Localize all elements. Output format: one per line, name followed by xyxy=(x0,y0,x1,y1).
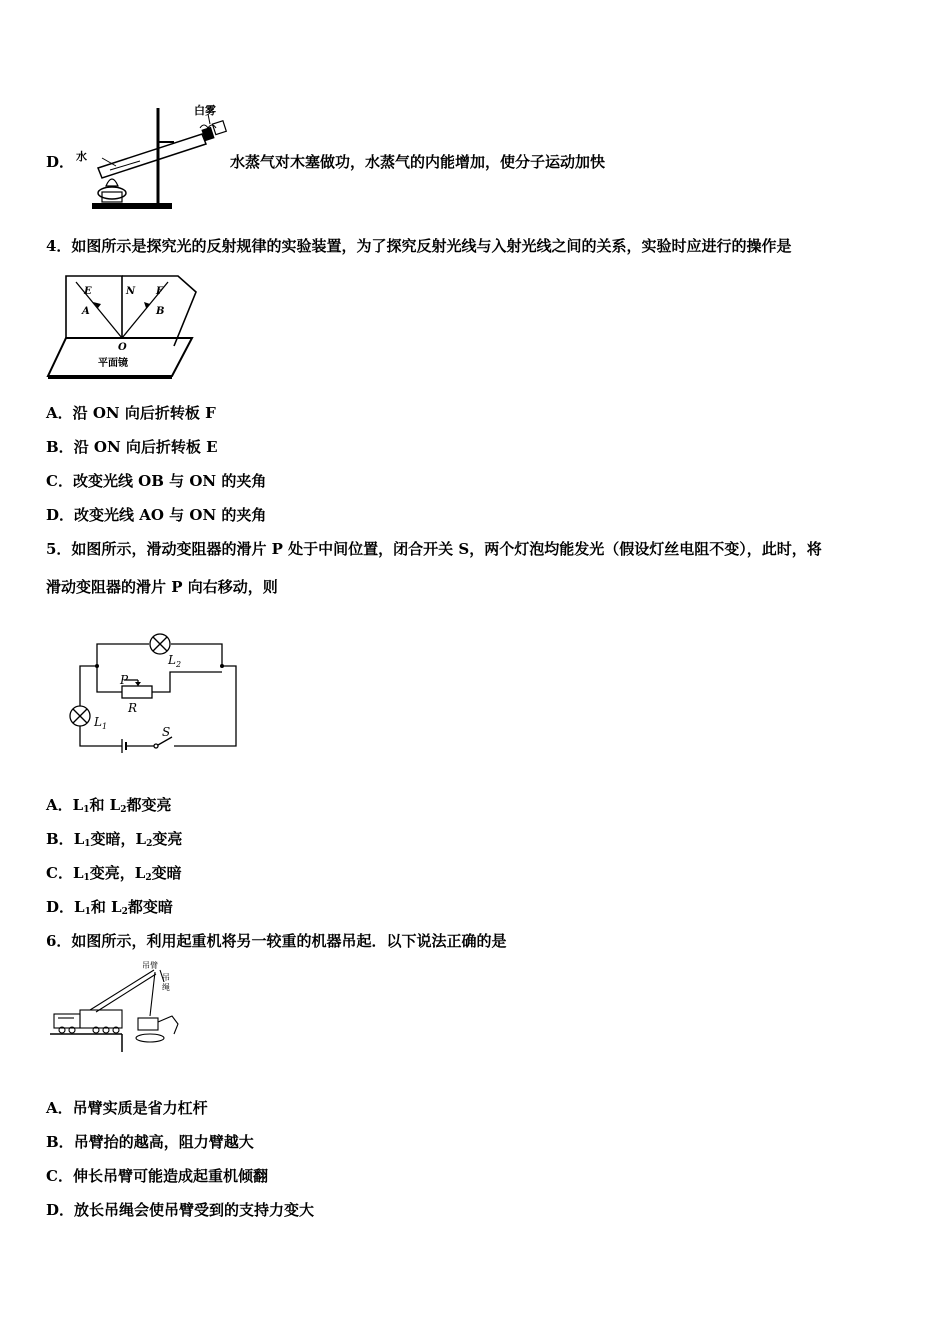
option-label: A． xyxy=(46,796,73,814)
q6-stem: 6．如图所示，利用起重机将另一较重的机器吊起．以下说法正确的是 xyxy=(46,932,507,950)
q5-option-c xyxy=(46,863,182,888)
crane-figure xyxy=(50,960,190,1055)
option-text: 吊臂实质是省力杠杆 xyxy=(72,1099,208,1117)
circuit-diagram-figure xyxy=(64,628,244,758)
q3-option-d-text: 水蒸气对木塞做功，水蒸气的内能增加，使分子运动加快 xyxy=(230,153,606,171)
option-text: 伸长吊臂可能造成起重机倾翻 xyxy=(72,1167,268,1185)
mirror-label: 平面镜 xyxy=(98,358,128,369)
mist-label: 白雾 xyxy=(194,104,216,117)
subscript: 2 xyxy=(120,805,127,815)
label-e: E xyxy=(84,286,92,297)
label-a: A xyxy=(82,306,90,317)
label-n: N xyxy=(126,286,136,297)
option-label: C． xyxy=(46,472,73,490)
option-text: L xyxy=(72,864,84,882)
s-label: S xyxy=(162,725,171,739)
rope-label-1: 吊 xyxy=(162,973,170,982)
option-text: 吊臂抬的越高，阻力臂越大 xyxy=(73,1133,254,1151)
label-o: O xyxy=(118,342,127,353)
option-text: L xyxy=(74,898,85,916)
option-text: 都变亮 xyxy=(126,796,172,814)
q5-option-a xyxy=(46,795,172,820)
q6-option-c xyxy=(46,1166,268,1186)
option-label: D． xyxy=(46,898,75,916)
option-text: 变暗 xyxy=(151,864,182,882)
option-text: 和 L xyxy=(89,796,121,814)
option-label: C． xyxy=(46,864,73,882)
subscript: 2 xyxy=(145,873,152,883)
subscript: 1 xyxy=(84,839,91,849)
q4-stem: 4．如图所示是探究光的反射规律的实验装置，为了探究反射光线与入射光线之间的关系，实验时应进行的操作是 xyxy=(46,237,792,255)
option-text: 都变暗 xyxy=(127,898,173,916)
l1-label: $L_1$ xyxy=(94,715,108,731)
option-label: D． xyxy=(46,506,75,524)
subscript: 1 xyxy=(83,805,90,815)
steam-cork-apparatus-figure xyxy=(70,100,230,215)
subscript: 2 xyxy=(146,839,153,849)
option-text: 变亮 xyxy=(152,830,183,848)
label-b: B xyxy=(156,306,165,317)
subscript: 1 xyxy=(83,873,90,883)
option-label: D． xyxy=(46,1201,75,1219)
option-text: 变暗，L xyxy=(90,830,147,848)
option-text: 改变光线 AO 与 ON 的夹角 xyxy=(74,506,267,524)
water-label: 水 xyxy=(76,150,87,163)
option-text: 放长吊绳会使吊臂受到的支持力变大 xyxy=(74,1201,315,1219)
option-text: L xyxy=(73,830,85,848)
q4-option-b xyxy=(46,437,218,457)
option-label: B． xyxy=(46,438,74,456)
option-label: B． xyxy=(46,1133,74,1151)
option-label: B． xyxy=(46,830,74,848)
option-label: C． xyxy=(46,1167,73,1185)
q5-option-b xyxy=(46,829,182,854)
option-label: A． xyxy=(46,404,73,422)
q6-option-d xyxy=(46,1200,314,1220)
subscript: 1 xyxy=(84,907,91,917)
p-label: P xyxy=(120,673,129,687)
option-label: A． xyxy=(46,1099,73,1117)
option-text: 变亮，L xyxy=(89,864,146,882)
option-text: 改变光线 OB 与 ON 的夹角 xyxy=(72,472,267,490)
subscript: 2 xyxy=(121,907,128,917)
q5-stem-line1: 5．如图所示，滑动变阻器的滑片 P 处于中间位置，闭合开关 S，两个灯泡均能发光（假设灯丝电阻不变），此时，将 xyxy=(46,540,822,558)
q5-option-d xyxy=(46,897,173,922)
label-f: F xyxy=(156,286,164,297)
q4-option-c xyxy=(46,471,266,491)
q5-stem-line2: 滑动变阻器的滑片 P 向右移动，则 xyxy=(46,578,278,596)
l2-label: $L_2$ xyxy=(168,653,182,669)
q6-option-b xyxy=(46,1132,254,1152)
light-reflection-apparatus-figure xyxy=(46,270,206,390)
option-text: 沿 ON 向后折转板 F xyxy=(72,404,216,422)
q4-option-a xyxy=(46,403,216,423)
option-text: 沿 ON 向后折转板 E xyxy=(73,438,218,456)
option-text: L xyxy=(72,796,84,814)
q4-option-d xyxy=(46,505,266,525)
option-text: 和 L xyxy=(90,898,122,916)
q6-option-a xyxy=(46,1098,208,1118)
q3-option-d-label: D． xyxy=(46,153,75,171)
rope-label-2: 绳 xyxy=(162,983,170,992)
boom-label: 吊臂 xyxy=(142,961,158,970)
r-label: R xyxy=(128,701,138,715)
